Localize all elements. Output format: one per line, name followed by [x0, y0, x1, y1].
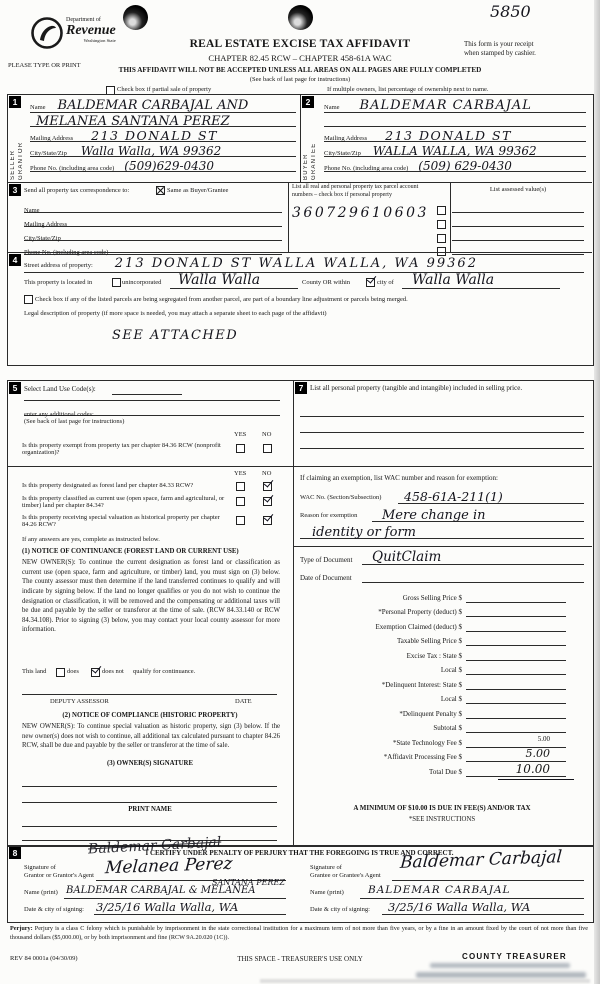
grantor-date-line [94, 914, 286, 915]
reason-line-1 [372, 506, 584, 522]
money-row [300, 617, 584, 632]
divider [7, 466, 293, 467]
buyer-mailing-row [324, 127, 586, 142]
money-line [466, 604, 566, 617]
form-revision-label: REV 84 0001a (04/30/09) [10, 955, 78, 962]
question-current-use: Is this property classified as current use (open space, farm and agricultural, or timber) land per chapter 84.34? [22, 495, 225, 509]
buyer-side-label: BUYER [303, 153, 309, 180]
fee-computation-table [300, 588, 584, 777]
notice-compliance-title: (2) NOTICE OF COMPLIANCE (HISTORIC PROPERTY) [62, 712, 238, 719]
buyer-name-value: BALDEMAR CARBAJAL [359, 98, 532, 113]
money-label: Excise Tax : State $ [406, 651, 462, 660]
logo-text [66, 17, 116, 44]
personal-property-checkbox [437, 234, 446, 243]
grantor-name-print-line [64, 898, 286, 899]
exemption-intro: If claiming an exemption, list WAC number and reason for exemption: [300, 474, 498, 482]
buyer-phone-row [324, 157, 586, 172]
city-of-label: city of [377, 279, 394, 286]
seller-mailing-row [30, 127, 296, 142]
buyer-city-row [324, 142, 586, 157]
land-use-line [112, 394, 182, 395]
owners-signature-title: (3) OWNER(S) SIGNATURE [107, 760, 193, 767]
divider [7, 182, 592, 183]
notice-continuance-body: NEW OWNER(S): To continue the current designation as forest land or classification as current use (open space, farm and agriculture, or timber) land, you must sign on (3) below. The county assessor must then determine if the land transferred continues to qualify and will indicate by signing below. If the land no longer qualifies or you do not wish to continue the designation or classification, it will be removed and the compensating or additional taxes will be due and payable by the seller or transferor at the time of sale. (RCW 84.33.140 or RCW 84.34.108). Prior to signing (3) below, you may contact your local county assessor for more information. [22, 559, 280, 634]
money-line [466, 735, 566, 748]
buyer-mailing-value: 213 DONALD ST [385, 128, 512, 143]
seller-phone-row [30, 157, 296, 172]
grantee-name-print-value: BALDEMAR CARBAJAL [368, 884, 511, 896]
money-label: *Personal Property (deduct) $ [378, 608, 462, 616]
money-row [300, 719, 584, 734]
money-row [300, 690, 584, 705]
revenue-logo-icon [30, 16, 64, 50]
corr-city-label: City/State/Zip [24, 235, 61, 242]
grantee-signature-label-1: Signature of [310, 864, 342, 871]
question-exempt: Is this property exempt from property tax per chapter 84.36 RCW (nonprofit organization)? [22, 442, 221, 456]
punch-hole-icon [288, 5, 313, 30]
wac-label: WAC No. (Section/Subsection) [300, 494, 382, 501]
county-or-within-label: County OR within [302, 279, 351, 286]
personal-property-checkbox [437, 206, 446, 215]
divider [300, 94, 301, 182]
this-land-label: This land [22, 668, 47, 675]
money-value-handwritten: 5.00 [525, 747, 550, 760]
divider [293, 380, 294, 845]
section-7-number: 7 [295, 382, 307, 394]
forest-yes-checkbox [236, 482, 245, 491]
type-of-document-label: Type of Document [300, 556, 353, 564]
seller-mailing-label: Mailing Address [30, 135, 74, 142]
city-line [402, 271, 560, 289]
divider [450, 182, 451, 252]
wac-value: 458-61A-211(1) [404, 489, 503, 504]
money-label: Local $ [440, 666, 462, 674]
blank-line [300, 448, 584, 449]
money-label: *Delinquent Penalty $ [399, 709, 462, 718]
punch-hole-icon [123, 5, 148, 30]
assessed-values-header: List assessed value(s) [489, 186, 547, 193]
grantee-date-value: 3/25/16 Walla Walla, WA [388, 900, 531, 914]
money-value-handwritten: 10.00 [515, 761, 550, 776]
grantor-signature-label-2: Grantor or Grantor's Agent [24, 872, 94, 879]
logo-line-1: Department of [66, 17, 101, 23]
receipt-note-line-2: when stamped by cashier. [464, 49, 536, 58]
perjury-text: Perjury is a class C felony which is punishable by imprisonment in the state correctional institution for a maximum term of not more than five years, or by a fine in an amount fixed by the court of not more than five thousand dollars ($5,000.00), or by both imprisonment and fine (RCW 9A.20.020 (1C)). [10, 925, 589, 941]
money-label: Exemption Claimed (deduct) $ [375, 622, 462, 631]
money-line [466, 761, 566, 777]
exempt-no-checkbox [263, 444, 272, 453]
reason-value-1: Mere change in [382, 508, 486, 523]
does-label: does [67, 668, 79, 675]
county-value: Walla Walla [178, 272, 261, 288]
money-label: Total Due $ [429, 767, 462, 776]
money-label: Gross Selling Price $ [402, 593, 462, 602]
does-not-label: does not [102, 668, 124, 675]
total-due-hand-underline [498, 779, 574, 780]
buyer-name-label: Name [324, 104, 340, 111]
county-treasurer-label: COUNTY TREASURER [462, 952, 567, 961]
section-1-number: 1 [9, 96, 21, 108]
buyer-phone-label: Phone No. (including area code) [324, 165, 409, 172]
reason-line-2 [300, 523, 584, 539]
money-line [466, 691, 566, 704]
grantee-name-print-label: Name (print) [310, 889, 344, 896]
question-historic: Is this property receiving special valuation as historical property per chapter 84.26 RCW? [22, 514, 220, 528]
if-yes-note: If any answers are yes, complete as instructed below. [22, 536, 160, 543]
money-line [466, 706, 566, 719]
legal-description-label: Legal description of property (if more space is needed, you may attach a separate sheet to each page of the affidavit) [24, 310, 327, 317]
section-4-number: 4 [9, 254, 21, 266]
money-line [466, 633, 566, 646]
type-of-document-line [362, 548, 584, 565]
grantor-date-label: Date & city of signing: [24, 906, 84, 913]
grantee-name-print-line [360, 898, 584, 899]
money-row [300, 603, 584, 618]
no-header-2: NO [262, 470, 272, 477]
seller-city-row [30, 142, 296, 157]
grantor-name-print-label: Name (print) [24, 889, 58, 896]
assessed-value-row [452, 199, 584, 213]
money-row [300, 748, 584, 763]
date-of-document-label: Date of Document [300, 574, 352, 582]
section-8-number: 8 [9, 847, 21, 859]
grantor-signature-label-1: Signature of [24, 864, 56, 871]
grantee-side-label: GRANTEE [311, 142, 317, 180]
grantee-date-line [382, 914, 584, 915]
located-in-label: This property is located in [24, 279, 93, 286]
does-checkbox [56, 668, 65, 677]
divider [288, 182, 289, 252]
scan-edge [594, 0, 600, 984]
scan-edge [260, 979, 590, 983]
print-name-label: PRINT NAME [128, 806, 172, 813]
wac-line [398, 488, 584, 504]
blank-line [300, 432, 584, 433]
divider [7, 252, 592, 253]
money-row [300, 762, 584, 777]
type-of-document-value: QuitClaim [372, 549, 442, 565]
notice-compliance-body: NEW OWNER(S): To continue special valuation as historic property, sign (3) below. If the new owner(s) does not wish to continue, all additional tax calculated pursuant to chapter 84.26 RCW, shall be due and payable by the seller or transferor at the time of sale. [22, 723, 280, 750]
partial-sale-label: Check box if partial sale of property [117, 86, 212, 93]
personal-property-checkbox [437, 220, 446, 229]
county-line [170, 271, 298, 289]
land-use-label: Select Land Use Code(s): [24, 385, 96, 393]
money-row [300, 588, 584, 603]
handwritten-receipt-number: 5850 [490, 2, 531, 21]
money-line [466, 749, 566, 762]
deputy-assessor-line [22, 694, 277, 695]
current-use-yes-checkbox [236, 497, 245, 506]
city-value: Walla Walla [412, 272, 495, 288]
street-address-value: 213 DONALD ST WALLA WALLA, WA 99362 [114, 256, 478, 271]
blank-line [300, 416, 584, 417]
divider [293, 546, 592, 547]
form-subtitle: CHAPTER 82.45 RCW – CHAPTER 458-61A WAC [208, 53, 392, 63]
corr-phone-label: Phone No. (including area code) [24, 249, 109, 256]
logo-line-2: Revenue [66, 23, 116, 38]
personal-property-header: List all personal property (tangible and intangible) included in selling price. [310, 384, 523, 392]
money-line [466, 720, 566, 733]
unincorporated-label: unincorporated [122, 279, 162, 286]
see-back-note-2: (See back of last page for instructions) [24, 418, 125, 425]
street-address-label: Street address of property: [24, 262, 93, 269]
seller-name-value-2: MELANEA SANTANA PEREZ [36, 114, 230, 129]
money-row [300, 675, 584, 690]
historic-yes-checkbox [236, 516, 245, 525]
reason-label: Reason for exemption [300, 512, 358, 519]
seller-side-label: SELLER [10, 149, 16, 180]
yes-header: YES [234, 431, 247, 438]
corr-mailing-row [24, 213, 282, 227]
buyer-mailing-label: Mailing Address [324, 135, 368, 142]
money-label: Local $ [440, 695, 462, 703]
reason-value-2: identity or form [312, 525, 416, 540]
send-correspondence-label: Send all property tax correspondence to: [24, 187, 130, 194]
additional-codes-row [24, 403, 280, 416]
seller-name-row [30, 96, 296, 113]
warning-line: THIS AFFIDAVIT WILL NOT BE ACCEPTED UNLESS ALL AREAS ON ALL PAGES ARE FULLY COMPLETED [118, 66, 482, 74]
same-as-buyer-checkbox [156, 186, 165, 195]
multiple-owners-label: If multiple owners, list percentage of ownership next to name. [327, 86, 489, 93]
money-line [466, 662, 566, 675]
notice-continuance-title: (1) NOTICE OF CONTINUANCE (FOREST LAND OR CURRENT USE) [22, 548, 239, 555]
segregated-label: Check box if any of the listed parcels are being segregated from another parcel, are part of a boundary line adjustment or parcels being merged. [35, 296, 408, 303]
seller-name-value: BALDEMAR CARBAJAL AND [57, 98, 249, 113]
stamp-mark [430, 963, 570, 968]
seller-phone-value: (509)629-0430 [124, 159, 215, 173]
divider [293, 466, 592, 467]
money-line [466, 619, 566, 632]
date-of-document-line [362, 582, 584, 583]
scribbled-signature: Baldemar Carbajal [87, 834, 222, 858]
exempt-yes-checkbox [236, 444, 245, 453]
money-value: 5.00 [537, 734, 550, 743]
additional-codes-label: enter any additional codes: [24, 411, 94, 418]
section-5-number: 5 [9, 382, 21, 394]
please-type-label: PLEASE TYPE OR PRINT [8, 62, 81, 69]
money-row [300, 733, 584, 748]
certify-statement: I CERTIFY UNDER PENALTY OF PERJURY THAT THE FOREGOING IS TRUE AND CORRECT. [145, 849, 454, 857]
grantor-name-print-value: BALDEMAR CARBAJAL & MELANEA [66, 885, 256, 896]
seller-phone-label: Phone No. (including area code) [30, 165, 115, 172]
parcel-header: List all real and personal property tax parcel account numbers – check box if personal property [292, 184, 419, 198]
unincorporated-checkbox [112, 278, 121, 287]
grantor-name-print-value-2: SANTANA PEREZ [212, 878, 285, 887]
logo-line-3: Washington State [83, 38, 116, 43]
grantor-date-value: 3/25/16 Walla Walla, WA [96, 900, 239, 914]
treasurer-space-label: THIS SPACE - TREASURER'S USE ONLY [237, 955, 363, 963]
seller-name-label: Name [30, 104, 46, 111]
see-instructions-note: *SEE INSTRUCTIONS [408, 816, 476, 823]
segregated-checkbox [24, 295, 33, 304]
assessed-values-rows [452, 199, 584, 255]
date-label: DATE [235, 698, 252, 705]
owner-signature-line [22, 802, 277, 803]
money-line [466, 677, 566, 690]
buyer-name-row [324, 96, 586, 113]
money-line [466, 590, 566, 603]
corr-name-label: Name [24, 207, 40, 214]
money-row [300, 632, 584, 647]
seller-name-row-2 [30, 112, 296, 127]
money-label: *Delinquent Interest: State $ [381, 680, 462, 689]
section-3-number: 3 [9, 184, 21, 196]
money-label: *State Technology Fee $ [392, 738, 462, 747]
money-label: Subtotal $ [433, 724, 462, 732]
yes-header-2: YES [234, 470, 247, 477]
qualify-label: qualify for continuance. [133, 668, 196, 675]
grantor-side-label: GRANTOR [18, 141, 24, 180]
buyer-city-value: WALLA WALLA, WA 99362 [372, 144, 537, 158]
see-back-note: (See back of last page for instructions) [249, 76, 351, 83]
buyer-blank-row [324, 112, 586, 127]
parcel-number-value: 360729610603 [292, 205, 429, 221]
grantee-signature-value: Baldemar Carbajal [399, 847, 563, 873]
form-title: REAL ESTATE EXCISE TAX AFFIDAVIT [189, 38, 411, 50]
grantor-signature-value: Melanea Perez [104, 853, 234, 879]
seller-city-value: Walla Walla, WA 99362 [80, 144, 222, 158]
stamp-mark [416, 972, 586, 978]
money-line [466, 648, 566, 661]
seller-mailing-value: 213 DONALD ST [91, 128, 218, 143]
grantee-signature-line [392, 880, 584, 881]
money-row [300, 661, 584, 676]
grantee-date-label: Date & city of signing: [310, 906, 370, 913]
question-forest: Is this property designated as forest land per chapter 84.33 RCW? [22, 482, 194, 489]
money-row [300, 646, 584, 661]
receipt-note-line-1: This form is your receipt [464, 40, 534, 48]
legal-description-value: SEE ATTACHED [112, 328, 239, 343]
no-header: NO [262, 431, 272, 438]
owner-signature-line [22, 786, 277, 787]
corr-mailing-label: Mailing Address [24, 221, 68, 228]
perjury-label: Perjury: [10, 925, 33, 932]
codes-line [24, 400, 280, 401]
assessed-value-row [452, 213, 584, 227]
seller-city-label: City/State/Zip [30, 150, 67, 157]
corr-name-row [24, 199, 282, 213]
receipt-note [464, 40, 594, 58]
corr-city-row [24, 227, 282, 241]
buyer-phone-value: (509) 629-0430 [418, 159, 512, 173]
owner-print-name-line [22, 826, 277, 827]
money-row [300, 704, 584, 719]
grantee-signature-label-2: Grantee or Grantee's Agent [310, 872, 381, 879]
buyer-city-label: City/State/Zip [324, 150, 361, 157]
money-label: Taxable Selling Price $ [396, 637, 462, 645]
minimum-due-note: A MINIMUM OF $10.00 IS DUE IN FEE(S) AND/OR TAX [353, 804, 531, 812]
money-label: *Affidavit Processing Fee $ [383, 753, 462, 761]
deputy-assessor-label: DEPUTY ASSESSOR [50, 698, 109, 705]
section-2-number: 2 [302, 96, 314, 108]
perjury-paragraph [10, 925, 588, 942]
assessed-value-row [452, 227, 584, 241]
same-as-buyer-label: Same as Buyer/Grantee [167, 187, 229, 194]
